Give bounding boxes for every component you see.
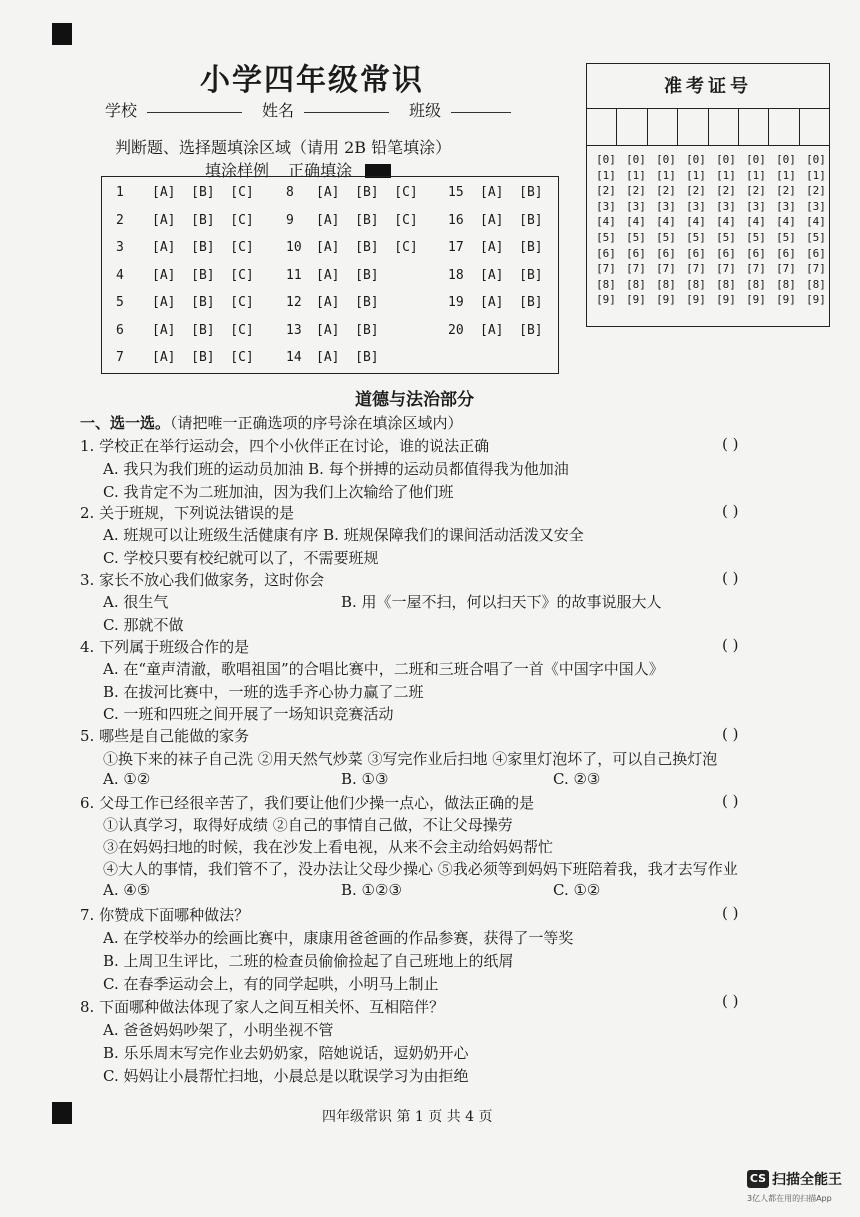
answer-number: 4 (116, 267, 124, 283)
exam-digit-bubble[interactable]: [2] (626, 184, 646, 198)
exam-digit-bubble[interactable]: [7] (716, 262, 736, 276)
answer-number: 12 (286, 295, 302, 310)
exam-digit-bubble[interactable]: [8] (746, 277, 766, 291)
answer-number: 20 (448, 322, 464, 338)
exam-digit-bubble[interactable]: [6] (806, 246, 826, 260)
exam-digit-bubble[interactable]: [3] (656, 199, 676, 213)
exam-digit-bubble[interactable]: [1] (776, 168, 796, 182)
exam-digit-column (651, 152, 681, 308)
exam-digit-bubble[interactable]: [3] (596, 199, 616, 213)
answer-options[interactable]: [A] [B] (316, 350, 379, 365)
exam-digit-bubble[interactable]: [2] (596, 184, 616, 198)
exam-digit-bubble[interactable]: [8] (806, 277, 826, 291)
registration-mark-top (52, 23, 72, 45)
q8-option-b: B. 乐乐周末写完作业去奶奶家，陪她说话，逗奶奶开心 (103, 1044, 469, 1062)
answer-options[interactable]: [A] [B] [C] (152, 212, 254, 228)
answer-options[interactable]: [A] [B] [C] (152, 267, 254, 283)
answer-options[interactable]: [A] [B] (480, 240, 543, 255)
answer-options[interactable]: [A] [B] [C] (152, 350, 254, 365)
question-3: 3. 家长不放心我们做家务，这时你会 (80, 571, 325, 589)
exam-digit-bubble[interactable]: [7] (596, 262, 616, 276)
exam-digit-bubble[interactable]: [6] (716, 246, 736, 260)
q1-option-c: C. 我肯定不为二班加油，因为我们上次输给了他们班 (103, 483, 454, 501)
q1-options-ab: A. 我只为我们班的运动员加油 B. 每个拼搏的运动员都值得我为他加油 (103, 460, 569, 478)
question-8: 8. 下面哪种做法体现了家人之间互相关怀、互相陪伴？ (80, 998, 445, 1016)
answer-options[interactable]: [A] [B] (316, 322, 379, 338)
answer-number: 2 (116, 212, 124, 228)
exam-digit-bubble[interactable]: [9] (776, 293, 796, 307)
school-field[interactable] (147, 98, 242, 113)
exam-digit-bubble[interactable]: [1] (596, 168, 616, 182)
q7-option-c: C. 在春季运动会上，有的同学起哄，小明马上制止 (103, 975, 439, 993)
exam-digit-bubble[interactable]: [4] (746, 215, 766, 229)
exam-digit-bubble[interactable]: [5] (686, 230, 706, 244)
q3-option-b: B. 用《一屋不扫，何以扫天下》的故事说服大人 (341, 593, 662, 611)
exam-digit-bubble[interactable]: [5] (716, 230, 736, 244)
answer-number: 16 (448, 212, 464, 228)
q6-items-2: ③在妈妈扫地的时候，我在沙发上看电视，从来不会主动给妈妈帮忙 (103, 838, 554, 856)
exam-digit-bubble[interactable]: [9] (806, 293, 826, 307)
exam-digit-bubble[interactable]: [5] (596, 230, 616, 244)
exam-digit-cell[interactable] (739, 109, 769, 145)
exam-digit-bubble[interactable]: [2] (746, 184, 766, 198)
exam-digit-bubble[interactable]: [9] (596, 293, 616, 307)
exam-digit-cell[interactable] (709, 109, 739, 145)
exam-digit-bubble[interactable]: [3] (686, 199, 706, 213)
exam-digit-bubble[interactable]: [4] (656, 215, 676, 229)
answer-options[interactable]: [A] [B] [C] (316, 240, 418, 255)
exam-digit-bubble[interactable]: [5] (626, 230, 646, 244)
answer-number: 7 (116, 350, 124, 365)
exam-digit-bubble[interactable]: [7] (746, 262, 766, 276)
section-instruction (80, 412, 463, 433)
instruction-head: 一、选一选。 (80, 414, 171, 432)
answer-number: 19 (448, 295, 464, 310)
answer-options[interactable]: [A] [B] (480, 212, 543, 228)
q6-option-c: C. ①② (553, 881, 601, 899)
q5-option-b: B. ①③ (341, 770, 389, 788)
exam-digit-bubble[interactable]: [1] (716, 168, 736, 182)
answer-number: 3 (116, 240, 124, 255)
answer-number: 6 (116, 322, 124, 338)
answer-number: 11 (286, 267, 302, 283)
exam-digit-column (591, 152, 621, 308)
watermark-name: 扫描全能王 (772, 1171, 842, 1188)
exam-digit-bubble[interactable]: [4] (806, 215, 826, 229)
exam-digit-bubble[interactable]: [8] (626, 277, 646, 291)
exam-digit-bubble[interactable]: [1] (626, 168, 646, 182)
q3-option-a: A. 很生气 (103, 593, 169, 611)
q7-option-b: B. 上周卫生评比，二班的检查员偷偷捡起了自己班地上的纸屑 (103, 952, 514, 970)
exam-digit-cell[interactable] (648, 109, 678, 145)
exam-digit-cell[interactable] (800, 109, 829, 145)
camscanner-logo-icon: CS (747, 1170, 769, 1188)
question-4: 4. 下列属于班级合作的是 (80, 638, 250, 656)
exam-digit-bubble[interactable]: [0] (656, 153, 676, 166)
q2-option-c: C. 学校只要有校纪就可以了，不需要班规 (103, 549, 379, 567)
exam-digit-bubble[interactable]: [5] (746, 230, 766, 244)
exam-digit-bubble[interactable]: [8] (596, 277, 616, 291)
q7-option-a: A. 在学校举办的绘画比赛中，康康用爸爸画的作品参赛，获得了一等奖 (103, 929, 574, 947)
q3-option-c: C. 那就不做 (103, 616, 184, 634)
question-7: 7. 你赞成下面哪种做法？ (80, 906, 250, 924)
exam-digit-bubble[interactable]: [4] (686, 215, 706, 229)
exam-number-entry-cells (587, 109, 829, 146)
exam-digit-bubble[interactable]: [4] (626, 215, 646, 229)
answer-number: 1 (116, 185, 124, 200)
exam-digit-bubble[interactable]: [2] (806, 184, 826, 198)
exam-digit-bubble[interactable]: [7] (656, 262, 676, 276)
exam-digit-bubble[interactable]: [3] (626, 199, 646, 213)
exam-digit-bubble[interactable]: [2] (656, 184, 676, 198)
exam-digit-bubble[interactable]: [5] (776, 230, 796, 244)
exam-digit-bubble[interactable]: [5] (656, 230, 676, 244)
exam-digit-bubble[interactable]: [6] (626, 246, 646, 260)
exam-digit-bubble[interactable]: [3] (746, 199, 766, 213)
exam-digit-bubble[interactable]: [8] (686, 277, 706, 291)
exam-digit-bubble[interactable]: [6] (746, 246, 766, 260)
page-title: 小学四年级常识 (200, 63, 424, 98)
answer-paren-8[interactable]: ( ) (722, 992, 739, 1010)
exam-digit-bubble[interactable]: [8] (656, 277, 676, 291)
exam-digit-bubble[interactable]: [0] (596, 153, 616, 166)
q4-option-c: C. 一班和四班之间开展了一场知识竞赛活动 (103, 705, 394, 723)
exam-digit-bubble[interactable]: [3] (716, 199, 736, 213)
exam-digit-bubble[interactable]: [9] (716, 293, 736, 307)
question-5: 5. 哪些是自己能做的家务 (80, 727, 250, 745)
exam-digit-bubble[interactable]: [6] (776, 246, 796, 260)
exam-digit-bubble[interactable]: [8] (776, 277, 796, 291)
q4-option-b: B. 在拔河比赛中，一班的选手齐心协力赢了二班 (103, 683, 424, 701)
exam-digit-bubble[interactable]: [9] (686, 293, 706, 307)
question-1: 1. 学校正在举行运动会，四个小伙伴正在讨论，谁的说法正确 (80, 437, 490, 455)
answer-paren-4[interactable]: ( ) (722, 636, 739, 654)
answer-number: 10 (286, 240, 302, 255)
exam-digit-cell[interactable] (587, 109, 617, 145)
exam-digit-bubble[interactable]: [3] (806, 199, 826, 213)
exam-digit-bubble[interactable]: [7] (686, 262, 706, 276)
scanner-watermark (747, 1168, 842, 1204)
answer-number: 13 (286, 322, 302, 338)
answer-options[interactable]: [A] [B] [C] (152, 240, 254, 255)
answer-number: 17 (448, 240, 464, 255)
answer-options[interactable]: [A] [B] (316, 267, 379, 283)
exam-digit-bubble[interactable]: [6] (686, 246, 706, 260)
exam-digit-bubble[interactable]: [1] (656, 168, 676, 182)
answer-options[interactable]: [A] [B] (480, 295, 543, 310)
answer-paren-7[interactable]: ( ) (722, 904, 739, 922)
answer-options[interactable]: [A] [B] (480, 185, 543, 200)
exam-digit-bubble[interactable]: [9] (656, 293, 676, 307)
section-title: 道德与法治部分 (355, 390, 474, 410)
answer-options[interactable]: [A] [B] (316, 295, 379, 310)
exam-digit-bubble[interactable]: [4] (596, 215, 616, 229)
answer-options[interactable]: [A] [B] [C] (152, 295, 254, 310)
answer-paren-3[interactable]: ( ) (722, 569, 739, 587)
answer-sheet (101, 176, 559, 374)
name-field[interactable] (304, 98, 389, 113)
exam-digit-bubble[interactable]: [2] (776, 184, 796, 198)
answer-number: 5 (116, 295, 124, 310)
exam-digit-bubble[interactable]: [0] (746, 153, 766, 166)
fill-instruction: 判断题、选择题填涂区域（请用 2B 铅笔填涂） (115, 138, 452, 157)
answer-options[interactable]: [A] [B] [C] (316, 212, 418, 228)
answer-number: 18 (448, 267, 464, 283)
answer-number: 8 (286, 185, 294, 200)
registration-mark-bottom (52, 1102, 72, 1124)
answer-paren-2[interactable]: ( ) (722, 502, 739, 520)
q6-option-a: A. ④⑤ (103, 881, 151, 899)
q6-items-3: ④大人的事情，我们管不了，没办法让父母少操心 ⑤我必须等到妈妈下班陪着我，我才去写作业 (103, 860, 738, 878)
q6-items-1: ①认真学习，取得好成绩 ②自己的事情自己做，不让父母操劳 (103, 816, 513, 834)
exam-number-box (586, 63, 830, 327)
exam-digit-bubble[interactable]: [0] (776, 153, 796, 166)
answer-options[interactable]: [A] [B] [C] (316, 185, 418, 200)
page-footer: 四年级常识 第 1 页 共 4 页 (322, 1109, 493, 1125)
answer-number: 9 (286, 212, 294, 228)
exam-number-title: 准考证号 (587, 64, 829, 109)
exam-digit-column (741, 152, 771, 308)
exam-digit-bubble[interactable]: [1] (806, 168, 826, 182)
answer-number: 15 (448, 185, 464, 200)
exam-digit-column (621, 152, 651, 308)
class-label: 班级 (409, 101, 442, 120)
q2-options-ab: A. 班规可以让班级生活健康有序 B. 班规保障我们的课间活动活泼又安全 (103, 526, 584, 544)
question-2: 2. 关于班规，下列说法错误的是 (80, 504, 295, 522)
q5-items: ①换下来的袜子自己洗 ②用天然气炒菜 ③写完作业后扫地 ④家里灯泡坏了，可以自己换灯泡 (103, 750, 718, 768)
exam-digit-column (711, 152, 741, 308)
exam-digit-column (801, 152, 831, 308)
question-6: 6. 父母工作已经很辛苦了，我们要让他们少操一点心，做法正确的是 (80, 794, 535, 812)
name-label: 姓名 (262, 101, 295, 120)
answer-number: 14 (286, 350, 302, 365)
exam-digit-cell[interactable] (617, 109, 647, 145)
exam-digit-bubble[interactable]: [7] (806, 262, 826, 276)
answer-paren-6[interactable]: ( ) (722, 792, 739, 810)
exam-digit-bubble[interactable]: [6] (656, 246, 676, 260)
q5-option-c: C. ②③ (553, 770, 601, 788)
exam-digit-column (681, 152, 711, 308)
exam-digit-bubble[interactable]: [6] (596, 246, 616, 260)
answer-paren-5[interactable]: ( ) (722, 725, 739, 743)
exam-digit-bubble[interactable]: [2] (686, 184, 706, 198)
exam-digit-column (771, 152, 801, 308)
exam-digit-cell[interactable] (769, 109, 799, 145)
exam-digit-bubble[interactable]: [1] (746, 168, 766, 182)
exam-digit-bubble[interactable]: [4] (716, 215, 736, 229)
q8-option-c: C. 妈妈让小晨帮忙扫地，小晨总是以耽误学习为由拒绝 (103, 1067, 469, 1085)
class-field[interactable] (451, 98, 511, 113)
q4-option-a: A. 在“童声清澈，歌唱祖国”的合唱比赛中，二班和三班合唱了一首《中国字中国人》 (103, 660, 664, 678)
answer-options[interactable]: [A] [B] (480, 322, 543, 338)
exam-digit-bubble[interactable]: [0] (716, 153, 736, 166)
exam-digit-bubble[interactable]: [9] (746, 293, 766, 307)
exam-digit-bubble[interactable]: [0] (626, 153, 646, 166)
answer-options[interactable]: [A] [B] [C] (152, 322, 254, 338)
instruction-body: （请把唯一正确选项的序号涂在填涂区域内） (170, 414, 463, 432)
exam-digit-bubble[interactable]: [5] (806, 230, 826, 244)
exam-digit-bubble[interactable]: [2] (716, 184, 736, 198)
watermark-tagline: 3亿人都在用的扫描App (747, 1193, 832, 1203)
exam-digit-bubble[interactable]: [4] (776, 215, 796, 229)
fill-correct-label: 正确填涂 (288, 161, 353, 180)
exam-digit-bubble[interactable]: [1] (686, 168, 706, 182)
answer-options[interactable]: [A] [B] [C] (152, 185, 254, 200)
answer-options[interactable]: [A] [B] (480, 267, 543, 283)
exam-digit-bubbles (591, 152, 831, 308)
fill-sample-label: 填涂样例 (205, 161, 270, 180)
exam-digit-bubble[interactable]: [0] (806, 153, 826, 166)
q5-option-a: A. ①② (103, 770, 151, 788)
exam-digit-bubble[interactable]: [9] (626, 293, 646, 307)
exam-digit-bubble[interactable]: [7] (776, 262, 796, 276)
q6-option-b: B. ①②③ (341, 881, 402, 899)
school-label: 学校 (105, 101, 138, 120)
exam-digit-bubble[interactable]: [0] (686, 153, 706, 166)
exam-digit-bubble[interactable]: [3] (776, 199, 796, 213)
student-info-row (105, 98, 511, 121)
exam-digit-bubble[interactable]: [8] (716, 277, 736, 291)
q8-option-a: A. 爸爸妈妈吵架了，小明坐视不管 (103, 1021, 334, 1039)
exam-digit-cell[interactable] (678, 109, 708, 145)
exam-digit-bubble[interactable]: [7] (626, 262, 646, 276)
answer-paren-1[interactable]: ( ) (722, 435, 739, 453)
